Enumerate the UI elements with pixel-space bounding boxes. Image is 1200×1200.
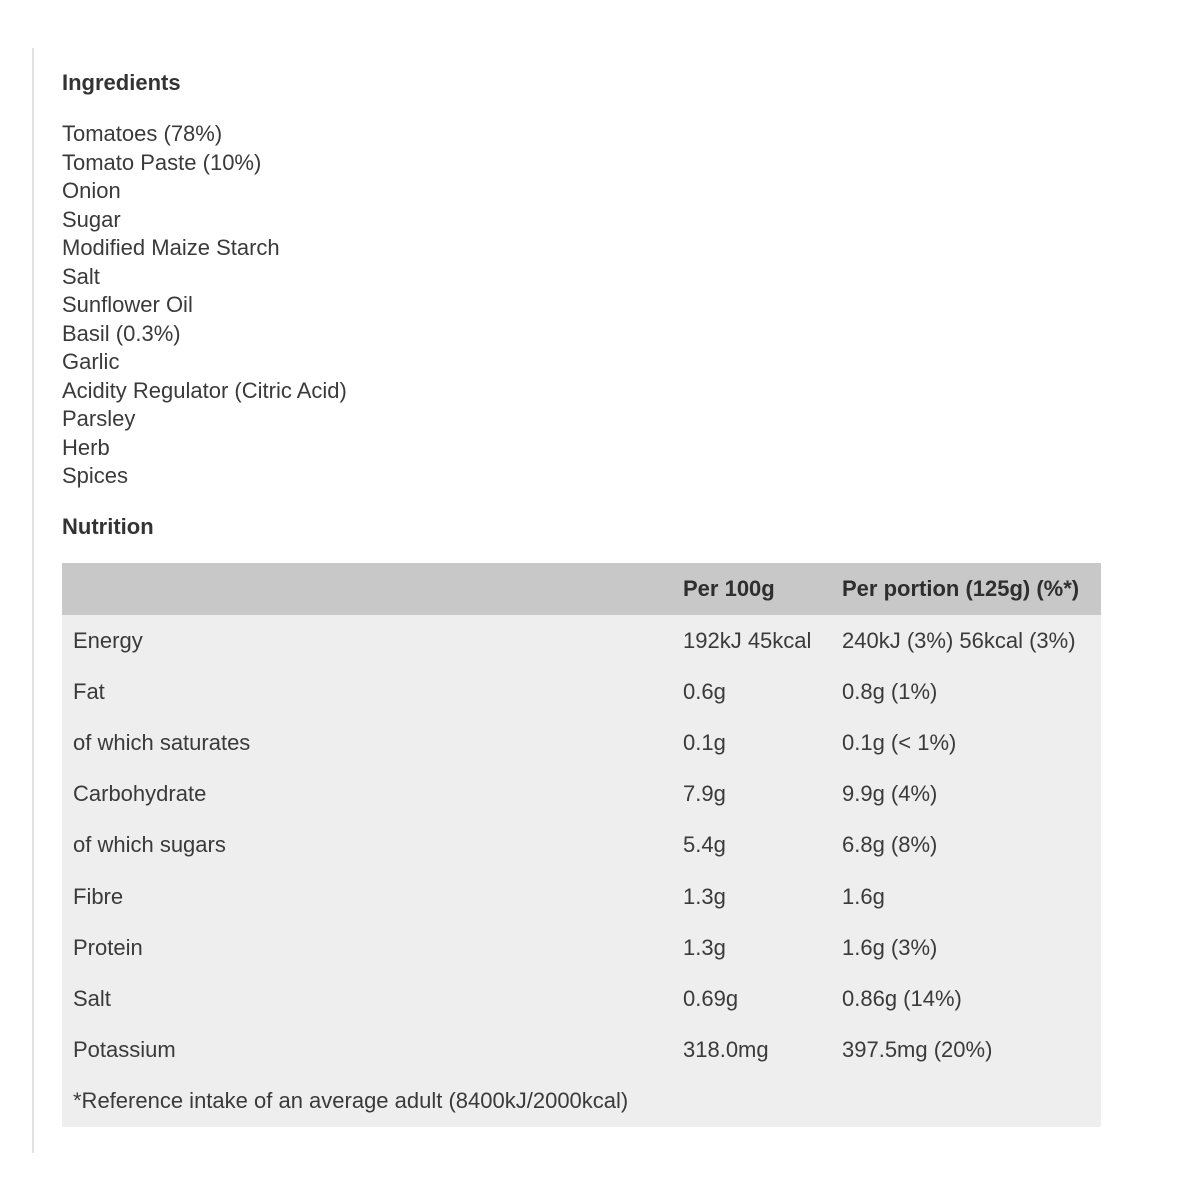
header-cell-per-portion: Per portion (125g) (%*) bbox=[842, 576, 1080, 601]
per-100g-value: 0.1g bbox=[683, 729, 726, 755]
ingredient-item: Garlic bbox=[62, 349, 120, 374]
per-portion-value: 397.5mg (20%) bbox=[842, 1037, 993, 1063]
table-row bbox=[62, 717, 1101, 768]
ingredient-item: Herb bbox=[62, 434, 110, 460]
table-row bbox=[62, 922, 1101, 973]
per-100g-value: 192kJ 45kcal bbox=[683, 627, 812, 653]
per-portion-value: 0.86g (14%) bbox=[842, 985, 962, 1011]
per-100g-value: 318.0mg bbox=[683, 1037, 769, 1063]
nutrient-name: of which saturates bbox=[73, 729, 251, 755]
table-row bbox=[62, 973, 1101, 1024]
nutrition-heading: Nutrition bbox=[62, 514, 154, 539]
ingredient-item: Basil (0.3%) bbox=[62, 320, 181, 346]
nutrient-name: Carbohydrate bbox=[73, 781, 207, 807]
per-portion-value: 1.6g bbox=[842, 883, 885, 909]
ingredient-item: Onion bbox=[62, 178, 121, 203]
nutrient-name: Fat bbox=[73, 678, 105, 704]
header-cell-per-100g: Per 100g bbox=[683, 576, 775, 601]
table-row bbox=[62, 615, 1101, 666]
left-border-rule bbox=[32, 48, 34, 1153]
table-row bbox=[62, 820, 1101, 871]
ingredients-heading: Ingredients bbox=[62, 70, 181, 95]
ingredient-item: Modified Maize Starch bbox=[62, 235, 280, 260]
ingredient-item: Sugar bbox=[62, 206, 121, 232]
nutrient-name: of which sugars bbox=[73, 832, 226, 858]
ingredient-item: Tomatoes (78%) bbox=[62, 121, 223, 146]
per-100g-value: 7.9g bbox=[683, 781, 726, 807]
table-row bbox=[62, 666, 1101, 717]
per-portion-value: 0.1g (< 1%) bbox=[842, 729, 957, 755]
table-row bbox=[62, 769, 1101, 820]
nutrient-name: Salt bbox=[73, 985, 111, 1011]
per-100g-value: 5.4g bbox=[683, 832, 726, 858]
ingredient-item: Sunflower Oil bbox=[62, 292, 193, 317]
per-portion-value: 6.8g (8%) bbox=[842, 832, 938, 858]
table-row bbox=[62, 1025, 1101, 1076]
ingredient-item: Parsley bbox=[62, 406, 136, 431]
nutrition-table-header bbox=[62, 563, 1101, 615]
per-100g-value: 0.6g bbox=[683, 678, 726, 704]
per-portion-value: 9.9g (4%) bbox=[842, 781, 938, 807]
table-row bbox=[62, 871, 1101, 922]
per-portion-value: 240kJ (3%) 56kcal (3%) bbox=[842, 627, 1076, 653]
per-100g-value: 1.3g bbox=[683, 883, 726, 909]
nutrition-table bbox=[62, 563, 1101, 1127]
ingredient-item: Spices bbox=[62, 463, 129, 488]
nutrient-name: Potassium bbox=[73, 1037, 176, 1063]
reference-intake-footnote: *Reference intake of an average adult (8400kJ/2000kcal) bbox=[73, 1088, 629, 1114]
ingredient-item: Acidity Regulator (Citric Acid) bbox=[62, 377, 347, 403]
ingredients-list bbox=[62, 120, 347, 491]
per-100g-value: 1.3g bbox=[683, 934, 726, 960]
per-portion-value: 1.6g (3%) bbox=[842, 934, 938, 960]
nutrient-name: Protein bbox=[73, 934, 143, 960]
ingredient-item: Tomato Paste (10%) bbox=[62, 149, 262, 175]
ingredient-item: Salt bbox=[62, 263, 100, 289]
nutrient-name: Fibre bbox=[73, 883, 124, 909]
per-portion-value: 0.8g (1%) bbox=[842, 678, 938, 704]
per-100g-value: 0.69g bbox=[683, 985, 739, 1011]
nutrient-name: Energy bbox=[73, 627, 143, 653]
